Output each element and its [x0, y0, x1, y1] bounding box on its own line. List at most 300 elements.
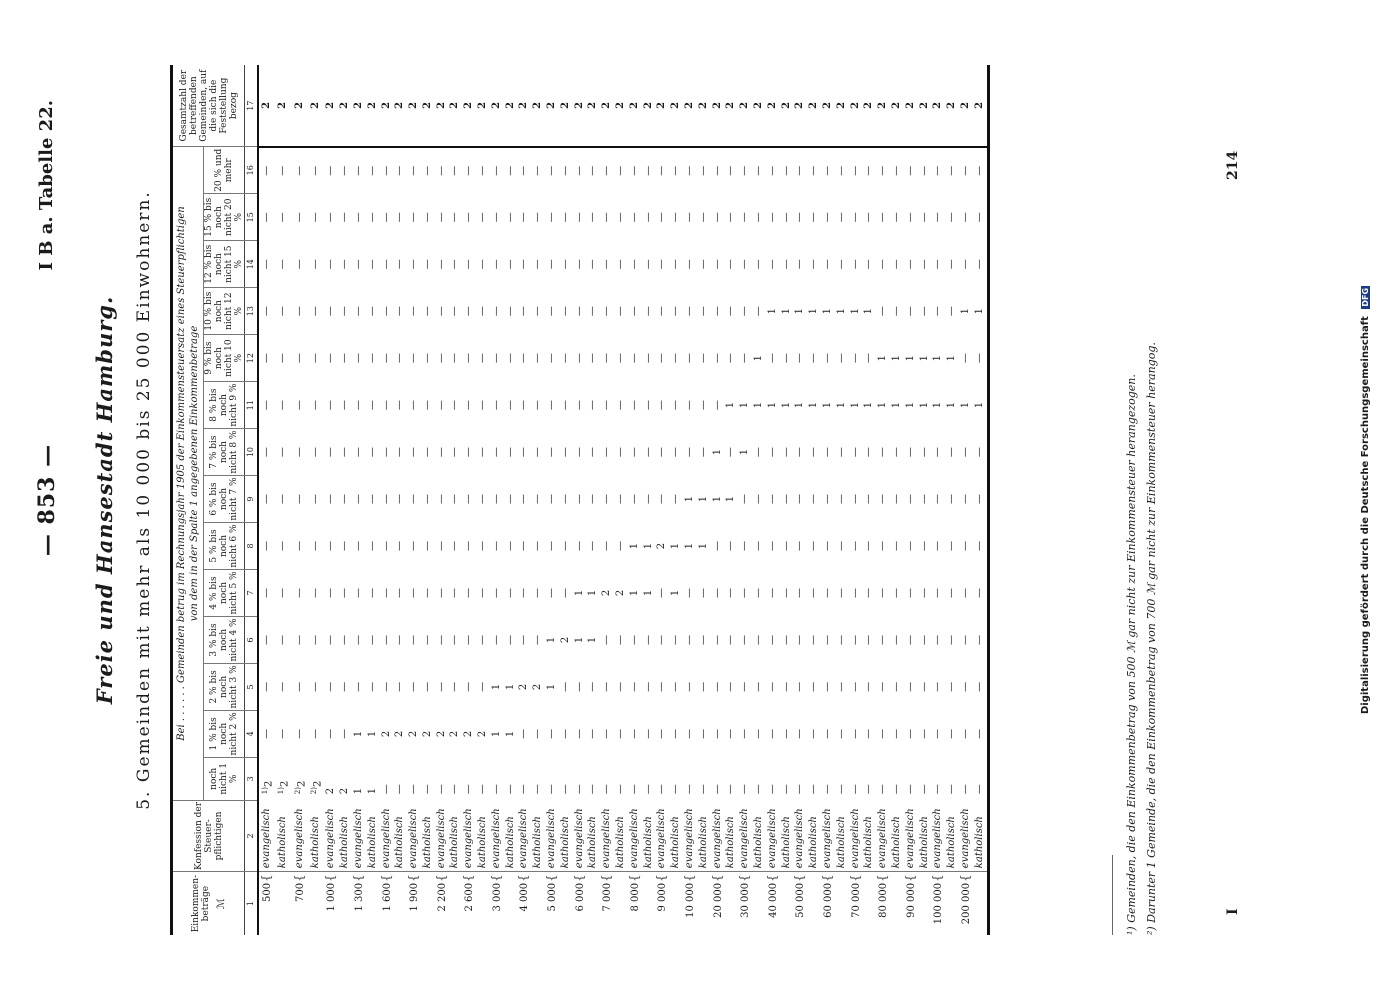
cell-value: —	[532, 784, 544, 795]
cell-value: 2	[339, 787, 351, 795]
cell-total: 2	[587, 65, 601, 147]
cell-col-4: —	[973, 728, 985, 739]
cell-col-8: 1	[684, 542, 696, 550]
cell-confession: katholisch	[918, 816, 930, 869]
cell-col-13: —	[904, 306, 916, 317]
cell-amount	[890, 872, 904, 935]
cell-col-4: —	[766, 728, 778, 739]
cell-col-16: —	[877, 165, 889, 176]
cell-col-8: —	[352, 541, 364, 551]
cell-col-9: —	[656, 494, 668, 505]
cell-col-5: —	[615, 681, 627, 692]
amount-value: 9 000	[657, 882, 669, 912]
cell-value: 2	[295, 780, 307, 788]
cell-col-10: —	[904, 447, 916, 458]
cell-total: 2	[559, 65, 573, 147]
cell-col-15: —	[932, 212, 944, 223]
cell-col-16: —	[435, 165, 447, 176]
cell-col-13: —	[615, 306, 627, 317]
cell-col-14: —	[277, 259, 289, 270]
cell-col-7: —	[766, 587, 778, 598]
cell-col-14: —	[573, 259, 585, 270]
cell-col-6: —	[310, 634, 322, 645]
cell-col-5: —	[932, 681, 944, 692]
cell-col-12: —	[435, 353, 447, 364]
cell-col-14: —	[421, 259, 433, 270]
cell-col-14: —	[601, 259, 613, 270]
cell-col-8: —	[463, 541, 475, 551]
cell-col-6: —	[601, 634, 613, 645]
table-row	[931, 65, 945, 935]
cell-col-12: —	[408, 353, 420, 364]
cell-value: —	[601, 784, 613, 795]
cell-total: 2	[931, 65, 945, 147]
cell-col-7: —	[408, 587, 420, 598]
cell-col-8: —	[261, 541, 273, 551]
cell-col-7: —	[394, 587, 406, 598]
cell-col-10: —	[559, 447, 571, 458]
cell-col-13: —	[325, 306, 337, 317]
cell-confession: evangelisch	[904, 808, 916, 869]
row-pair-brace: {	[488, 874, 503, 882]
cell-col-15: —	[739, 212, 751, 223]
cell-col-12: —	[587, 353, 599, 364]
cell-col-14: —	[808, 259, 820, 270]
cell-col-3	[462, 757, 476, 800]
cell-col-13: —	[877, 306, 889, 317]
row-pair-brace: {	[737, 874, 752, 882]
cell-col-3	[449, 757, 463, 800]
cell-col-7: —	[904, 587, 916, 598]
cell-col-13: —	[697, 306, 709, 317]
cell-value: 2	[325, 787, 337, 795]
cell-col-4: —	[261, 728, 273, 739]
cell-col-13: 1	[780, 307, 792, 315]
cell-col-4: —	[277, 728, 289, 739]
cell-col-14: —	[352, 259, 364, 270]
cell-total: 2	[407, 65, 421, 147]
cell-col-13: —	[587, 306, 599, 317]
amount-value: 2 600	[464, 882, 476, 912]
table-row	[890, 65, 904, 935]
cell-col-15: —	[973, 212, 985, 223]
cell-col-16: —	[449, 165, 461, 176]
cell-col-13: —	[739, 306, 751, 317]
cell-col-9: —	[380, 494, 392, 505]
cell-col-8: —	[380, 541, 392, 551]
cell-col-11: 1	[725, 401, 737, 409]
cell-col-12: —	[766, 353, 778, 364]
cell-col-8: —	[573, 541, 585, 551]
cell-total: 2	[669, 65, 683, 147]
cell-col-9: 1	[684, 495, 696, 503]
cell-col-10: —	[532, 447, 544, 458]
cell-col-7: —	[918, 587, 930, 598]
cell-confession: katholisch	[946, 816, 958, 869]
cell-col-13: —	[366, 306, 378, 317]
cell-col-9: —	[766, 494, 778, 505]
cell-col-8: —	[877, 541, 889, 551]
column-number-11: 11	[245, 382, 259, 429]
cell-confession: katholisch	[670, 816, 682, 869]
amount-value: 4 000	[519, 882, 531, 912]
cell-col-15: —	[559, 212, 571, 223]
cell-col-4: —	[697, 728, 709, 739]
cell-col-15: —	[877, 212, 889, 223]
table-row	[275, 65, 291, 935]
header-rate-13: 10 % bis noch nicht 12 %	[204, 288, 245, 335]
header-rate-7: 4 % bis noch nicht 5 %	[204, 569, 245, 616]
header-rate-span	[172, 147, 204, 800]
cell-col-10: —	[615, 447, 627, 458]
table-row	[973, 65, 988, 935]
cell-col-14: —	[463, 259, 475, 270]
cell-col-11: 1	[794, 401, 806, 409]
cell-total: 2	[683, 65, 697, 147]
header-rate-11: 8 % bis noch nicht 9 %	[204, 382, 245, 429]
cell-amount	[973, 872, 988, 935]
cell-col-5: —	[628, 681, 640, 692]
cell-col-11: —	[697, 400, 709, 411]
table-row	[766, 65, 780, 935]
cell-col-9: —	[587, 494, 599, 505]
cell-confession: katholisch	[890, 816, 902, 869]
cell-col-5: 2	[518, 683, 530, 691]
cell-col-5: —	[421, 681, 433, 692]
cell-col-16: —	[849, 165, 861, 176]
row-pair-brace: {	[461, 874, 476, 882]
table-bottom-rule	[988, 65, 990, 935]
cell-col-9: —	[518, 494, 530, 505]
row-pair-brace: {	[654, 874, 669, 882]
cell-col-4: 2	[380, 730, 392, 738]
cell-col-8: —	[477, 541, 489, 551]
cell-col-7: —	[794, 587, 806, 598]
cell-col-10: —	[808, 447, 820, 458]
cell-col-12: 1	[918, 354, 930, 362]
cell-col-4: —	[339, 728, 351, 739]
row-pair-brace: {	[709, 874, 724, 882]
cell-col-3	[669, 757, 683, 800]
cell-amount	[835, 872, 849, 935]
cell-col-7: 1	[642, 589, 654, 597]
cell-col-10: —	[352, 447, 364, 458]
table-row	[531, 65, 545, 935]
cell-confession: katholisch	[753, 816, 765, 869]
header-rate-12: 9 % bis noch nicht 10 %	[204, 335, 245, 382]
statistics-table	[170, 65, 990, 935]
cell-col-10: —	[725, 447, 737, 458]
cell-col-11: —	[670, 400, 682, 411]
cell-col-7: —	[532, 587, 544, 598]
cell-total: 2	[545, 65, 559, 147]
header-confession: Konfession der Steuer-pflichtigen	[172, 800, 245, 871]
cell-col-8: —	[918, 541, 930, 551]
cell-value: —	[559, 784, 571, 795]
cell-col-11: —	[463, 400, 475, 411]
cell-col-13: —	[546, 306, 558, 317]
cell-col-16: —	[310, 165, 322, 176]
cell-col-9: —	[310, 494, 322, 505]
table-row	[308, 65, 324, 935]
cell-col-15: —	[835, 212, 847, 223]
cell-col-3	[655, 757, 669, 800]
cell-amount	[504, 872, 518, 935]
cell-col-6: —	[808, 634, 820, 645]
page-header	[30, 0, 70, 1000]
cell-total: 2	[752, 65, 766, 147]
row-pair-brace: {	[875, 874, 890, 882]
cell-col-5: —	[408, 681, 420, 692]
cell-col-8: 1	[670, 542, 682, 550]
cell-col-11: 1	[739, 401, 751, 409]
header-rate-6: 3 % bis noch nicht 4 %	[204, 616, 245, 663]
cell-col-10: —	[587, 447, 599, 458]
cell-col-3	[725, 757, 739, 800]
table-row	[407, 65, 421, 935]
cell-col-5: —	[780, 681, 792, 692]
cell-col-6: —	[946, 634, 958, 645]
cell-total: 2	[338, 65, 352, 147]
cell-col-9: —	[946, 494, 958, 505]
cell-col-3	[394, 757, 408, 800]
cell-col-7: —	[711, 587, 723, 598]
cell-amount	[449, 872, 463, 935]
cell-col-13: —	[711, 306, 723, 317]
table-row	[421, 65, 435, 935]
cell-col-6: —	[780, 634, 792, 645]
cell-col-9: —	[449, 494, 461, 505]
cell-col-13: —	[261, 306, 273, 317]
cell-col-12: —	[601, 353, 613, 364]
cell-col-14: —	[904, 259, 916, 270]
cell-col-5: 1	[546, 683, 558, 691]
cell-col-16: —	[615, 165, 627, 176]
cell-col-9: —	[822, 494, 833, 505]
cell-col-4: —	[573, 728, 585, 739]
cell-amount	[807, 872, 821, 935]
cell-col-5: —	[877, 681, 889, 692]
cell-col-10: —	[932, 447, 944, 458]
header-rate-4: 1 % bis noch nicht 2 %	[204, 710, 245, 757]
cell-col-4: 1	[504, 730, 516, 738]
cell-col-9: —	[808, 494, 820, 505]
cell-col-12: —	[310, 353, 322, 364]
cell-col-10: —	[518, 447, 530, 458]
cell-col-6: 1	[546, 636, 558, 644]
cell-col-14: —	[546, 259, 558, 270]
cell-confession: evangelisch	[959, 808, 971, 869]
amount-value: 7 000	[602, 882, 614, 912]
cell-col-14: —	[325, 259, 337, 270]
cell-col-10: —	[766, 447, 778, 458]
cell-confession: katholisch	[394, 816, 406, 869]
cell-amount	[394, 872, 408, 935]
span-line-2: von dem in der Spalte 1 angegebenen Einkommenbetrage	[189, 325, 200, 622]
cell-col-11: 1	[780, 401, 792, 409]
cell-col-13: —	[628, 306, 640, 317]
cell-col-10: —	[697, 447, 709, 458]
cell-col-12: —	[642, 353, 654, 364]
cell-confession: katholisch	[477, 816, 489, 869]
table-row	[258, 65, 275, 935]
cell-col-5: —	[670, 681, 682, 692]
cell-col-10: —	[421, 447, 433, 458]
cell-col-9: —	[918, 494, 930, 505]
column-number-2: 2	[245, 800, 259, 871]
cell-value: —	[656, 784, 668, 795]
cell-col-12: —	[339, 353, 351, 364]
cell-col-8: —	[835, 541, 847, 551]
cell-col-13: —	[408, 306, 420, 317]
digitization-credit-text: Digitalisierung gefördert durch die Deutsche Forschungsgemeinschaft	[1360, 316, 1371, 715]
cell-total: 2	[780, 65, 794, 147]
cell-amount	[766, 872, 780, 935]
cell-col-6: —	[863, 634, 875, 645]
cell-col-16: —	[339, 165, 351, 176]
cell-confession: katholisch	[725, 816, 737, 869]
cell-col-7: —	[656, 587, 668, 598]
cell-col-8: —	[277, 541, 289, 551]
cell-col-15: —	[656, 212, 668, 223]
cell-col-7: —	[261, 587, 273, 598]
cell-value: —	[835, 784, 847, 795]
cell-col-3	[683, 757, 697, 800]
cell-col-9: —	[863, 494, 875, 505]
cell-value: —	[684, 784, 696, 795]
column-number-row	[245, 65, 259, 935]
cell-col-5: —	[477, 681, 489, 692]
cell-col-12: —	[490, 353, 502, 364]
cell-confession: evangelisch	[435, 808, 447, 869]
cell-col-10: —	[877, 447, 889, 458]
header-rate-10: 7 % bis noch nicht 8 %	[204, 429, 245, 476]
cell-col-10: —	[394, 447, 406, 458]
cell-col-14: —	[518, 259, 530, 270]
cell-col-13: —	[532, 306, 544, 317]
cell-col-4: —	[684, 728, 696, 739]
cell-col-10: —	[656, 447, 668, 458]
cell-col-12: —	[684, 353, 696, 364]
cell-col-16: —	[463, 165, 475, 176]
cell-col-16: —	[421, 165, 433, 176]
cell-col-7: 1	[573, 589, 585, 597]
cell-confession: evangelisch	[684, 808, 696, 869]
cell-col-14: —	[711, 259, 723, 270]
header-rate-14: 12 % bis noch nicht 15 %	[204, 241, 245, 288]
cell-col-5: —	[449, 681, 461, 692]
cell-col-16: —	[697, 165, 709, 176]
cell-col-12: —	[959, 353, 971, 364]
cell-col-13: —	[670, 306, 682, 317]
cell-col-9: —	[890, 494, 902, 505]
cell-col-3	[807, 757, 821, 800]
cell-col-7: —	[435, 587, 447, 598]
cell-col-8: —	[601, 541, 613, 551]
cell-col-4: —	[601, 728, 613, 739]
cell-col-12: —	[394, 353, 406, 364]
cell-total: 2	[394, 65, 408, 147]
cell-col-16: —	[670, 165, 682, 176]
cell-col-13: —	[725, 306, 737, 317]
cell-col-11: —	[559, 400, 571, 411]
cell-col-3	[863, 757, 877, 800]
cell-col-8: —	[711, 541, 723, 551]
cell-col-10: —	[849, 447, 861, 458]
column-number-8: 8	[245, 523, 259, 570]
cell-col-4: —	[725, 728, 737, 739]
cell-col-16: —	[766, 165, 778, 176]
cell-amount	[863, 872, 877, 935]
cell-col-10: —	[504, 447, 516, 458]
cell-col-9: —	[573, 494, 585, 505]
cell-col-6: —	[408, 634, 420, 645]
cell-col-14: —	[849, 259, 861, 270]
cell-col-11: —	[277, 400, 289, 411]
row-pair-brace: {	[378, 874, 393, 882]
cell-col-14: —	[918, 259, 930, 270]
cell-col-4: 1	[352, 730, 364, 738]
cell-col-7: —	[835, 587, 847, 598]
cell-total: 2	[876, 65, 890, 147]
cell-col-15: —	[904, 212, 916, 223]
table-row	[366, 65, 380, 935]
cell-col-12: —	[835, 353, 847, 364]
cell-col-6: —	[835, 634, 847, 645]
cell-col-13: —	[435, 306, 447, 317]
cell-value: 2	[312, 780, 324, 788]
column-number-16: 16	[245, 147, 259, 194]
table-row	[462, 65, 476, 935]
cell-col-6: —	[753, 634, 765, 645]
cell-col-9: —	[835, 494, 847, 505]
cell-total: 2	[490, 65, 504, 147]
cell-col-7: —	[822, 587, 833, 598]
cell-value: —	[587, 784, 599, 795]
table-row	[292, 65, 308, 935]
cell-col-12: —	[739, 353, 751, 364]
cell-col-16: —	[808, 165, 820, 176]
cell-col-3	[366, 757, 380, 800]
cell-col-5: —	[684, 681, 696, 692]
cell-col-11: —	[477, 400, 489, 411]
cell-col-6: —	[339, 634, 351, 645]
amount-value: 1 600	[381, 882, 393, 912]
cell-col-15: —	[546, 212, 558, 223]
cell-col-9: —	[293, 494, 305, 505]
cell-col-9: —	[932, 494, 944, 505]
cell-col-13: —	[642, 306, 654, 317]
cell-col-3	[435, 757, 449, 800]
cell-col-7: 2	[615, 589, 627, 597]
cell-col-12: —	[573, 353, 585, 364]
cell-col-9: —	[366, 494, 378, 505]
cell-col-13: —	[656, 306, 668, 317]
cell-col-9: 1	[697, 495, 709, 503]
cell-value: —	[394, 784, 406, 795]
cell-col-14: —	[835, 259, 847, 270]
cell-col-11: —	[546, 400, 558, 411]
cell-amount	[292, 872, 308, 935]
cell-amount	[462, 872, 476, 935]
cell-total: 2	[835, 65, 849, 147]
cell-col-13: —	[490, 306, 502, 317]
cell-total: 2	[600, 65, 614, 147]
cell-col-10: —	[794, 447, 806, 458]
cell-col-4: 2	[463, 730, 475, 738]
cell-total: 2	[308, 65, 324, 147]
cell-col-11: —	[435, 400, 447, 411]
